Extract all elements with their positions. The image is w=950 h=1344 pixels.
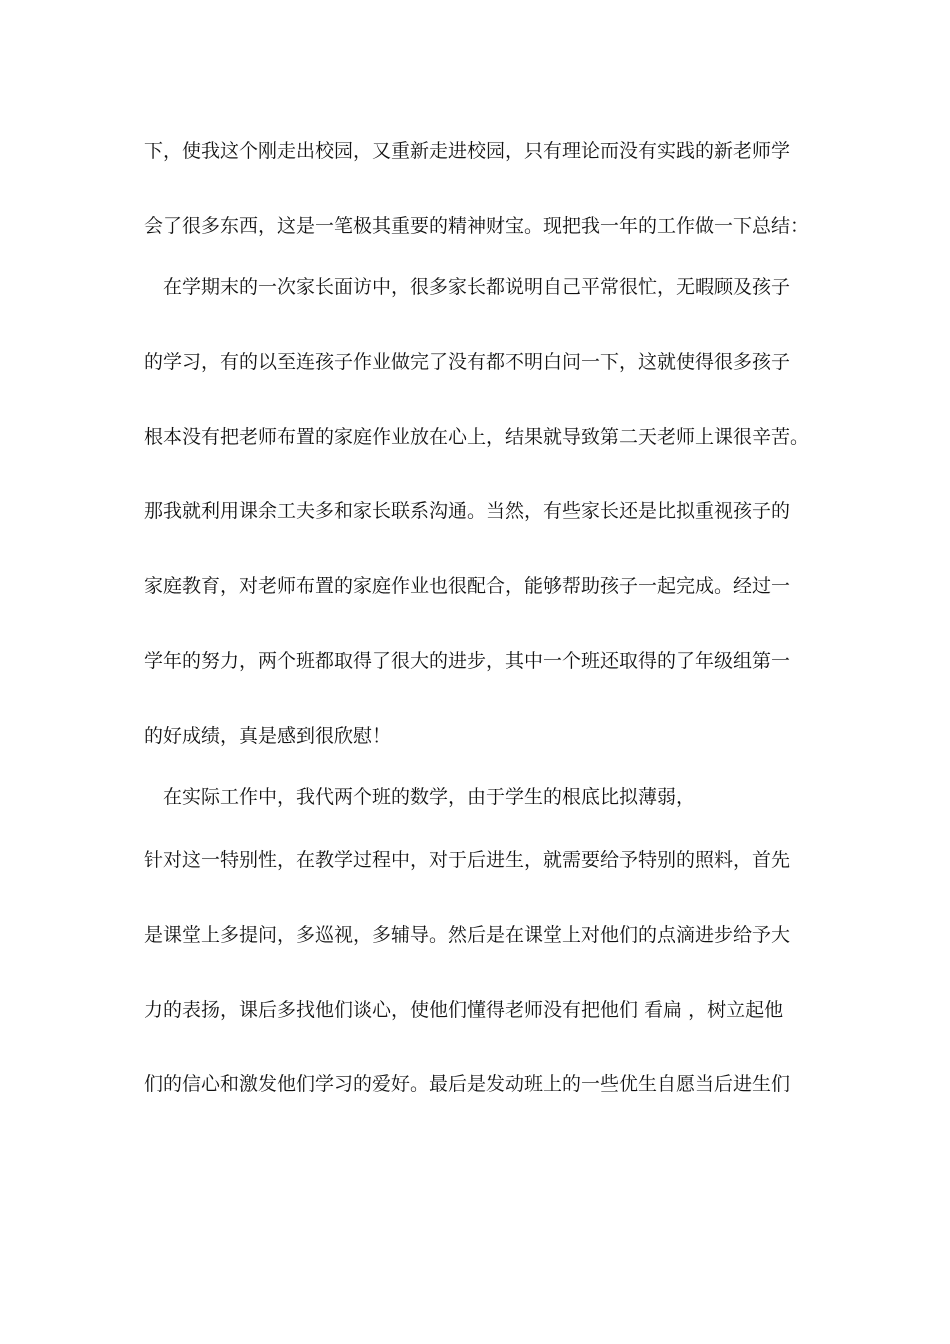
text-line: 针对这一特别性，在教学过程中，对于后进生，就需要给予特别的照料，首先 [144, 849, 791, 871]
text-line: 力的表扬，课后多找他们谈心，使他们懂得老师没有把他们 看扁 ，树立起他 [144, 999, 784, 1021]
text-line: 在实际工作中，我代两个班的数学，由于学生的根底比拟薄弱， [144, 786, 696, 808]
text-line: 学年的努力，两个班都取得了很大的进步，其中一个班还取得的了年级组第一 [144, 650, 791, 672]
text-line: 下，使我这个刚走出校园，又重新走进校园，只有理论而没有实践的新老师学 [144, 140, 791, 162]
text-line: 根本没有把老师布置的家庭作业放在心上，结果就导致第二天老师上课很辛苦。 [144, 426, 810, 448]
text-line: 们的信心和激发他们学习的爱好。最后是发动班上的一些优生自愿当后进生们 [144, 1073, 791, 1095]
text-line: 会了很多东西，这是一笔极其重要的精神财宝。现把我一年的工作做一下总结： [144, 215, 810, 237]
text-line: 的学习，有的以至连孩子作业做完了没有都不明白问一下，这就使得很多孩子 [144, 351, 791, 373]
text-line: 在学期末的一次家长面访中，很多家长都说明自己平常很忙，无暇顾及孩子 [144, 276, 791, 298]
text-line: 的好成绩，真是感到很欣慰！ [144, 725, 392, 747]
text-line: 那我就利用课余工夫多和家长联系沟通。当然，有些家长还是比拟重视孩子的 [144, 500, 791, 522]
text-line: 是课堂上多提问，多巡视，多辅导。然后是在课堂上对他们的点滴进步给予大 [144, 924, 791, 946]
text-line: 家庭教育，对老师布置的家庭作业也很配合，能够帮助孩子一起完成。经过一 [144, 575, 791, 597]
